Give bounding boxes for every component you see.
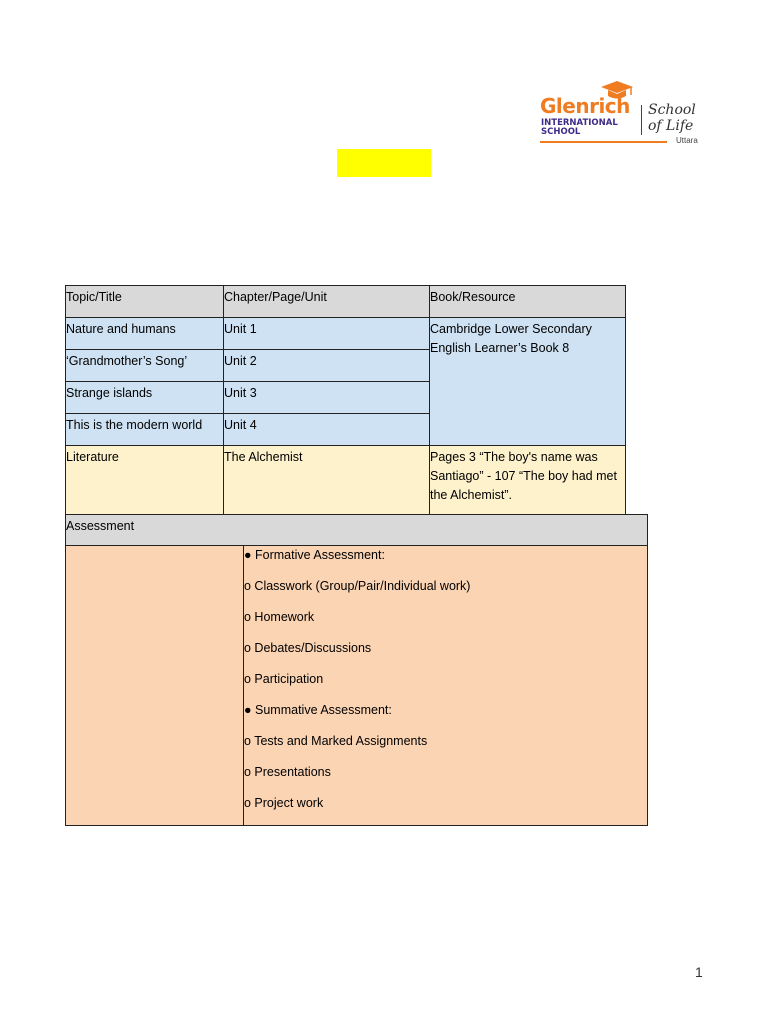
header-unit: Chapter/Page/Unit bbox=[223, 285, 430, 318]
list-item: o Homework bbox=[244, 610, 315, 624]
logo-subtitle: INTERNATIONAL SCHOOL bbox=[541, 118, 618, 137]
list-item: ● Formative Assessment: bbox=[244, 548, 385, 562]
list-item: o Classwork (Group/Pair/Individual work) bbox=[244, 579, 471, 593]
list-item: o Tests and Marked Assignments bbox=[244, 734, 428, 748]
list-item: o Presentations bbox=[244, 765, 331, 779]
table-row-topic: Strange islands bbox=[65, 381, 224, 414]
table-row-topic: This is the modern world bbox=[65, 413, 224, 446]
book-resource-cell: Cambridge Lower Secondary English Learner’s Book 8 bbox=[429, 317, 626, 446]
school-logo bbox=[540, 80, 705, 148]
page-number: 1 bbox=[695, 964, 703, 980]
logo-tagline: School of Life bbox=[648, 102, 696, 134]
table-row-unit: Unit 2 bbox=[223, 349, 430, 382]
highlight-box bbox=[337, 149, 431, 177]
table-row-unit: Unit 4 bbox=[223, 413, 430, 446]
logo-divider bbox=[641, 105, 642, 135]
table-row-topic: ‘Grandmother’s Song’ bbox=[65, 349, 224, 382]
list-item: ● Summative Assessment: bbox=[244, 703, 392, 717]
literature-topic: Literature bbox=[65, 445, 224, 515]
literature-unit: The Alchemist bbox=[223, 445, 430, 515]
logo-underline bbox=[540, 141, 667, 143]
list-item: o Participation bbox=[244, 672, 324, 686]
assessment-list bbox=[243, 545, 648, 826]
table-row-topic: Nature and humans bbox=[65, 317, 224, 350]
header-book: Book/Resource bbox=[429, 285, 626, 318]
logo-name: Glenrich bbox=[540, 94, 630, 118]
assessment-header: Assessment bbox=[65, 514, 648, 546]
list-item: o Debates/Discussions bbox=[244, 641, 372, 655]
table-row-unit: Unit 3 bbox=[223, 381, 430, 414]
literature-pages: Pages 3 “The boy's name was Santiago” - 107 “The boy had met the Alchemist”. bbox=[429, 445, 626, 515]
logo-branch: Uttara bbox=[676, 136, 698, 145]
list-item: o Project work bbox=[244, 796, 324, 810]
table-row-unit: Unit 1 bbox=[223, 317, 430, 350]
assessment-blank-cell bbox=[65, 545, 244, 826]
header-topic: Topic/Title bbox=[65, 285, 224, 318]
